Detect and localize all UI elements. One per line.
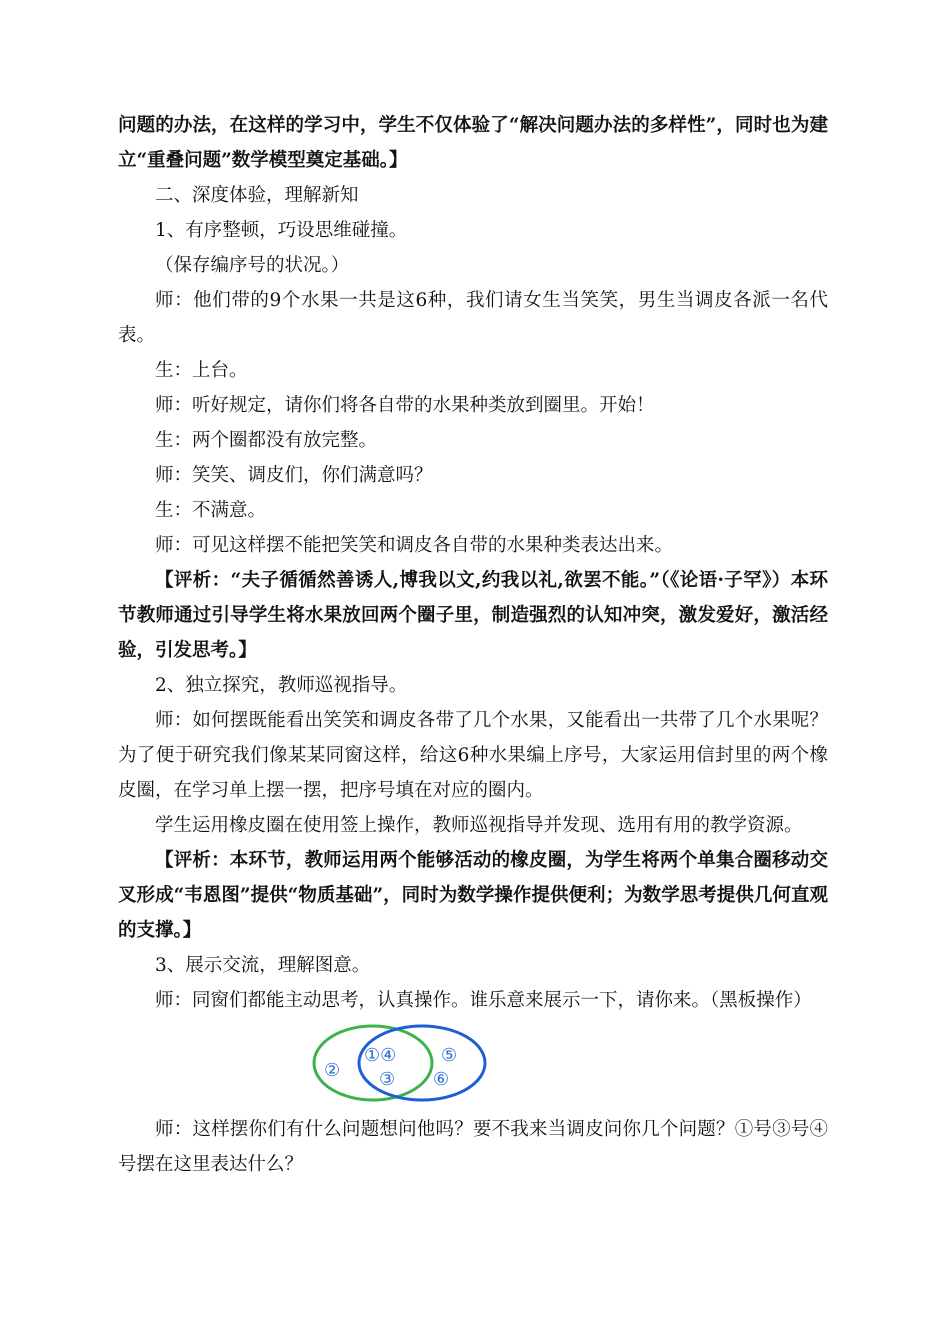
paragraph-p11: 师：可见这样摆不能把笑笑和调皮各自带的水果种类表达出来。: [155, 535, 674, 556]
paragraph-p10: 生：不满意。: [155, 500, 267, 521]
paragraph-p1: 问题的办法，在这样的学习中，学生不仅体验了“解决问题办法的多样性”，同时也为建立“重叠问题”数学模型奠定基础。】: [118, 115, 828, 171]
paragraph-p2: 二、深度体验，理解新知: [155, 185, 359, 206]
venn-label-overlap-top: ①④: [364, 1045, 397, 1066]
paragraph-p12: 【评析：“夫子循循然善诱人,博我以文,约我以礼,欲罢不能。”（《论语·子罕》）本环节教师通过引导学生将水果放回两个圈子里，制造强烈的认知冲突，激发爱好，激活经验，引发思考。】: [118, 570, 828, 661]
text-body: [118, 108, 828, 1018]
document-page: [118, 108, 828, 1182]
paragraph-p18: 师：同窗们都能主动思考，认真操作。谁乐意来展示一下，请你来。（黑板操作）: [155, 990, 812, 1011]
venn-label-left-only: ②: [324, 1060, 341, 1081]
paragraph-p8: 生：两个圈都没有放完整。: [155, 430, 378, 451]
paragraph-p6: 生：上台。: [155, 360, 248, 381]
paragraph-p16: 【评析：本环节，教师运用两个能够活动的橡皮圈，为学生将两个单集合圈移动交叉形成“韦恩图”提供“物质基础”，同时为数学操作提供便利；为数学思考提供几何直观的支撑。】: [118, 850, 828, 941]
paragraph-p3: 1、有序整顿，巧设思维碰撞。: [155, 220, 408, 241]
paragraph-p7: 师：听好规定，请你们将各自带的水果种类放到圈里。开始！: [155, 395, 655, 416]
paragraph-p13: 2、独立探究，教师巡视指导。: [155, 675, 408, 696]
paragraph-p9: 师：笑笑、调皮们，你们满意吗？: [155, 465, 433, 486]
venn-diagram: [118, 1020, 828, 1112]
text-body-after: [118, 1112, 828, 1182]
venn-label-overlap-bottom: ③: [379, 1069, 396, 1090]
paragraph-p19: 师：这样摆你们有什么问题想问他吗？要不我来当调皮问你几个问题？①号③号④号摆在这里表达什么？: [118, 1119, 828, 1175]
paragraph-p4: （保存编序号的状况。）: [155, 255, 350, 276]
paragraph-p14: 师：如何摆既能看出笑笑和调皮各带了几个水果，又能看出一共带了几个水果呢？为了便于研究我们像某某同窗这样，给这6种水果编上序号，大家运用信封里的两个橡皮圈，在学习单上摆一摆，把序号填在对应的圈内。: [118, 710, 828, 801]
venn-svg: [313, 1020, 493, 1110]
paragraph-p5: 师：他们带的9个水果一共是这6种，我们请女生当笑笑，男生当调皮各派一名代表。: [118, 290, 828, 346]
venn-label-right-bottom: ⑥: [433, 1069, 450, 1090]
paragraph-p17: 3、展示交流，理解图意。: [155, 955, 371, 976]
paragraph-p15: 学生运用橡皮圈在使用签上操作，教师巡视指导并发现、选用有用的教学资源。: [155, 815, 803, 836]
venn-label-right-top: ⑤: [441, 1045, 458, 1066]
